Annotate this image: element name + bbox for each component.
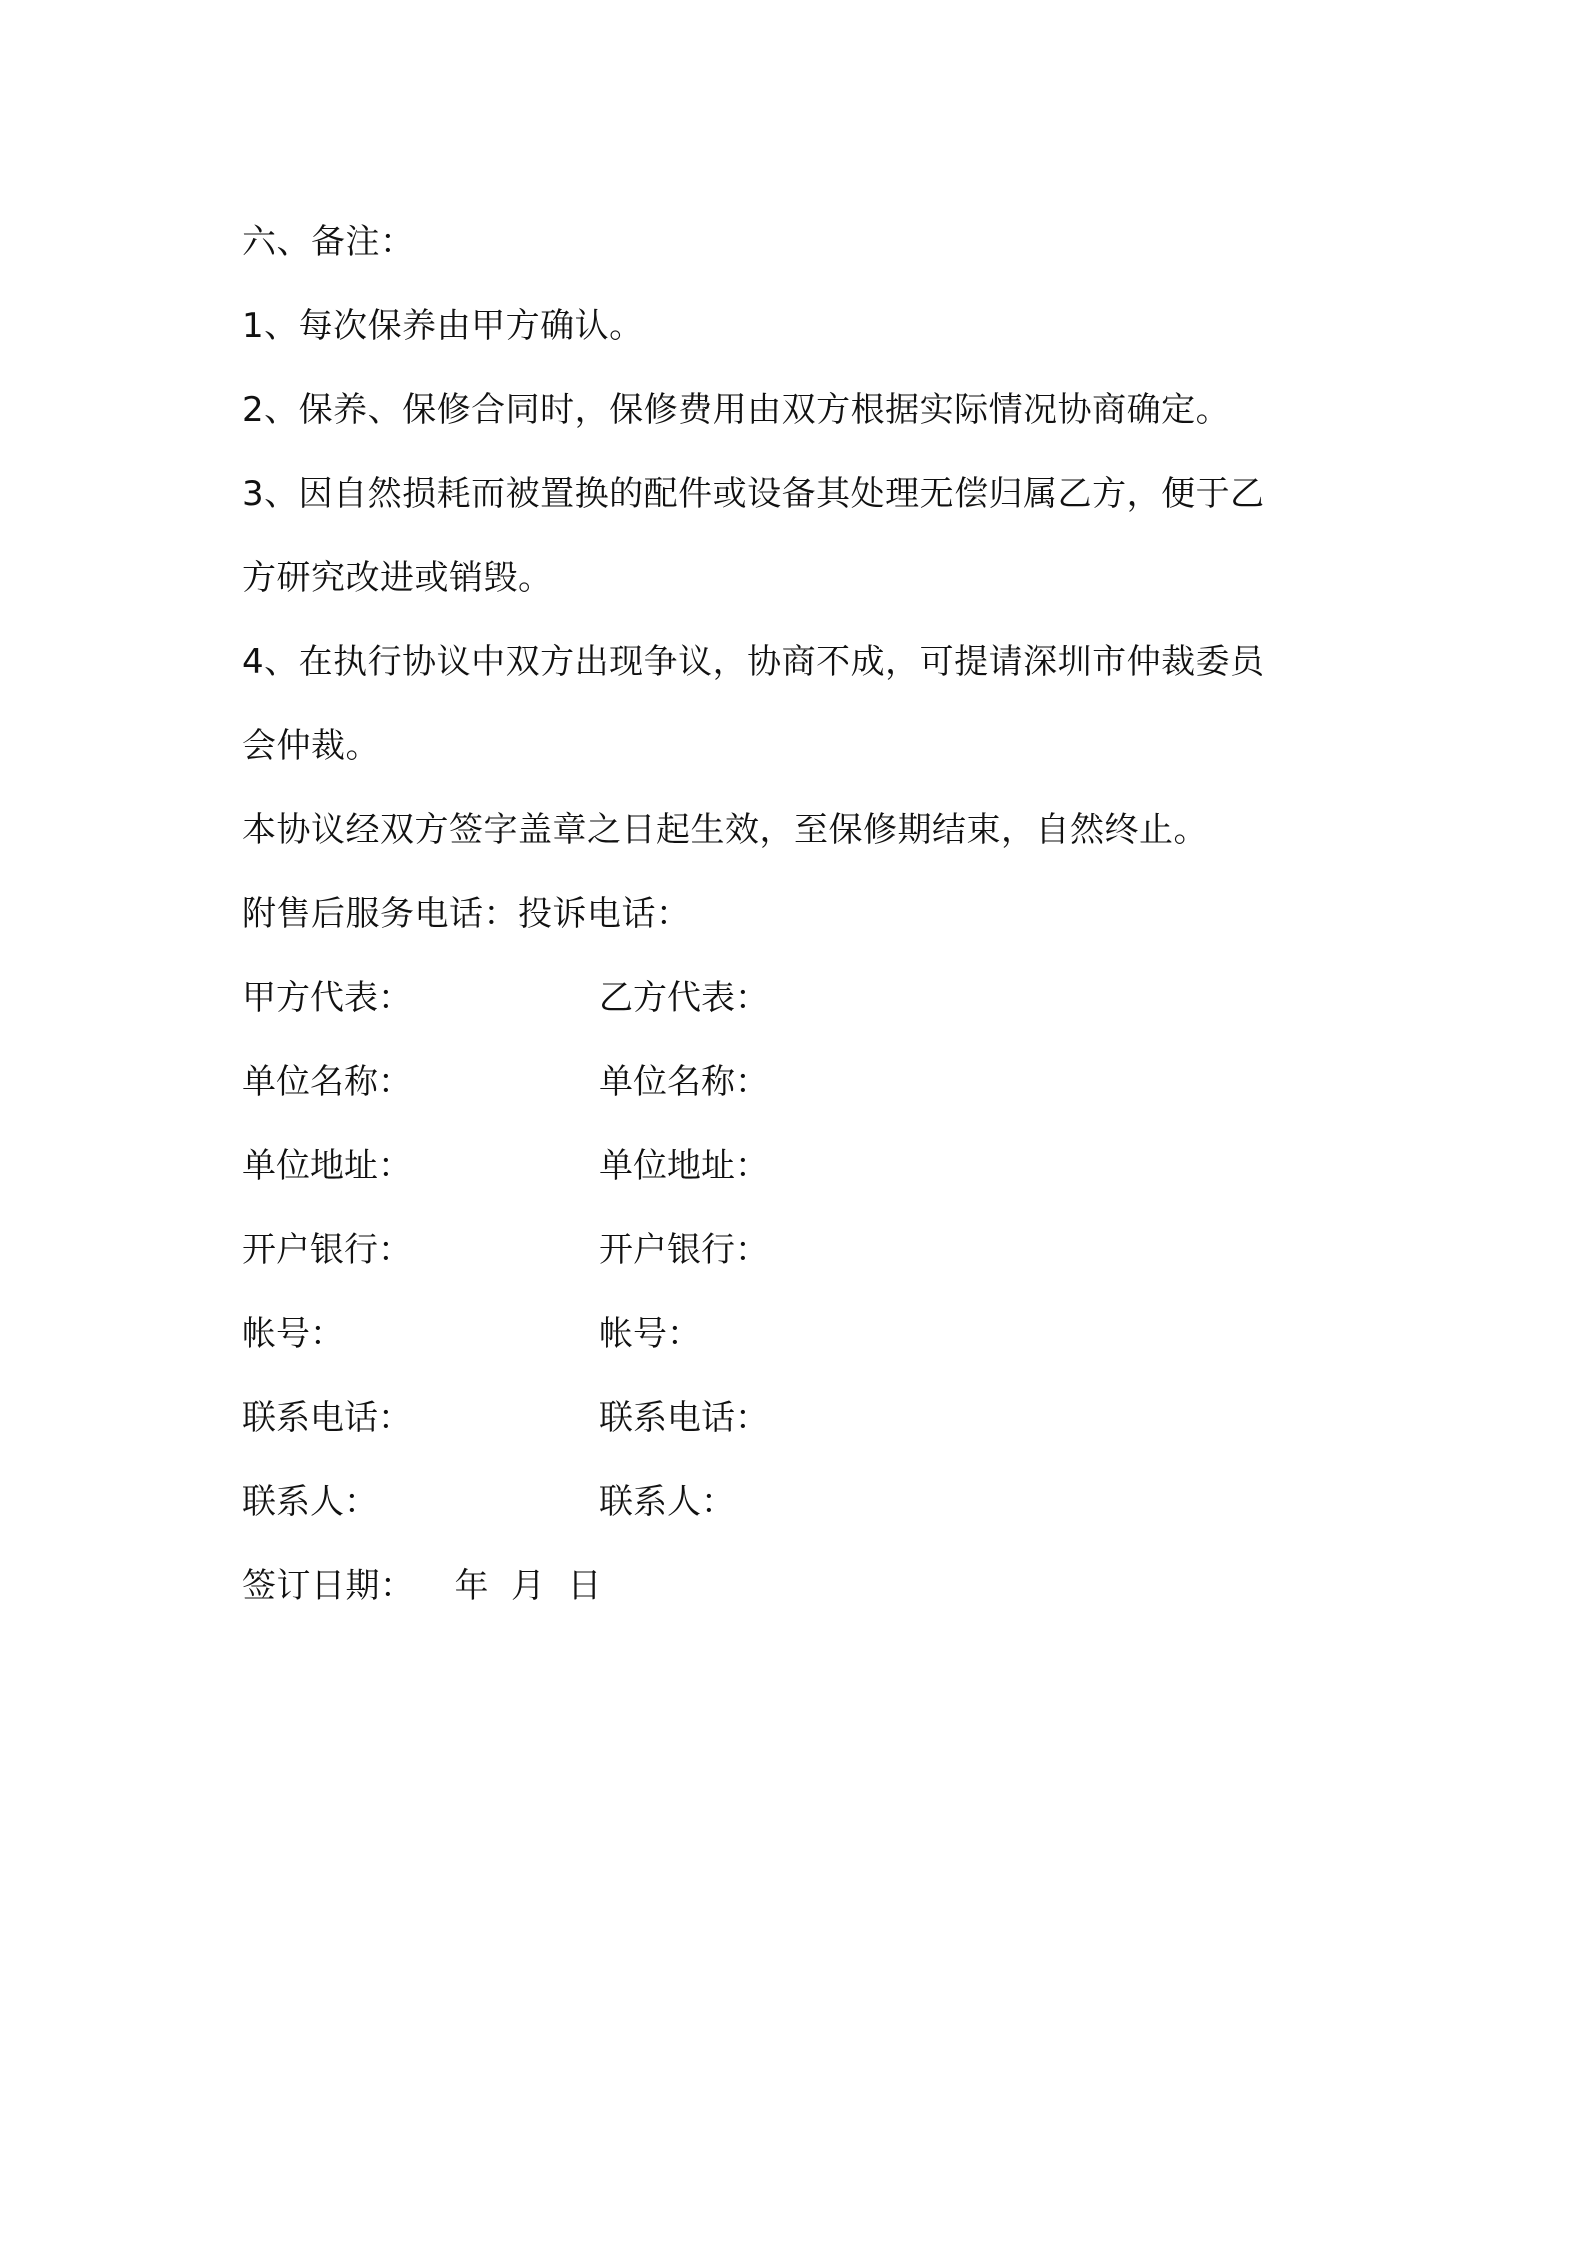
party-b-account-label: 帐号： [599, 1314, 701, 1354]
effect-clause: 本协议经双方签字盖章之日起生效，至保修期结束，自然终止。 [242, 810, 1208, 850]
field-row-company-name [242, 1040, 1362, 1124]
field-row-account [242, 1292, 1362, 1376]
party-b-contact-label: 联系人： [599, 1482, 735, 1522]
signing-date-line [242, 1544, 1362, 1628]
signing-date-month: 月 [511, 1566, 546, 1606]
field-row-phone [242, 1376, 1362, 1460]
party-a-account-label: 帐号： [242, 1314, 344, 1354]
party-b-phone-label: 联系电话： [599, 1398, 769, 1438]
field-row-company-address [242, 1124, 1362, 1208]
service-phone-line: 附售后服务电话：投诉电话： [242, 894, 691, 934]
party-b-company-address-label: 单位地址： [599, 1146, 769, 1186]
field-row-representative [242, 956, 1362, 1040]
note-item-3-continued: 方研究改进或销毁。 [242, 558, 553, 598]
signing-date-label: 签订日期： [242, 1566, 415, 1606]
document-body [242, 200, 1362, 1628]
note-item-4-continued: 会仲裁。 [242, 726, 380, 766]
party-b-representative-label: 乙方代表： [599, 978, 769, 1018]
section-heading: 六、备注： [242, 222, 415, 262]
field-row-bank [242, 1208, 1362, 1292]
party-a-bank-label: 开户银行： [242, 1230, 412, 1270]
field-row-contact [242, 1460, 1362, 1544]
note-item-1: 1、每次保养由甲方确认。 [242, 306, 644, 346]
party-a-phone-label: 联系电话： [242, 1398, 412, 1438]
party-b-company-name-label: 单位名称： [599, 1062, 769, 1102]
party-a-company-name-label: 单位名称： [242, 1062, 412, 1102]
party-b-bank-label: 开户银行： [599, 1230, 769, 1270]
signing-date-year: 年 [454, 1566, 489, 1606]
party-a-representative-label: 甲方代表： [242, 978, 412, 1018]
note-item-4: 4、在执行协议中双方出现争议，协商不成，可提请深圳市仲裁委员 [242, 642, 1265, 682]
party-a-contact-label: 联系人： [242, 1482, 378, 1522]
note-item-3: 3、因自然损耗而被置换的配件或设备其处理无偿归属乙方，便于乙 [242, 474, 1265, 514]
party-a-company-address-label: 单位地址： [242, 1146, 412, 1186]
note-item-2: 2、保养、保修合同时，保修费用由双方根据实际情况协商确定。 [242, 390, 1231, 430]
signing-date-day: 日 [567, 1566, 602, 1606]
